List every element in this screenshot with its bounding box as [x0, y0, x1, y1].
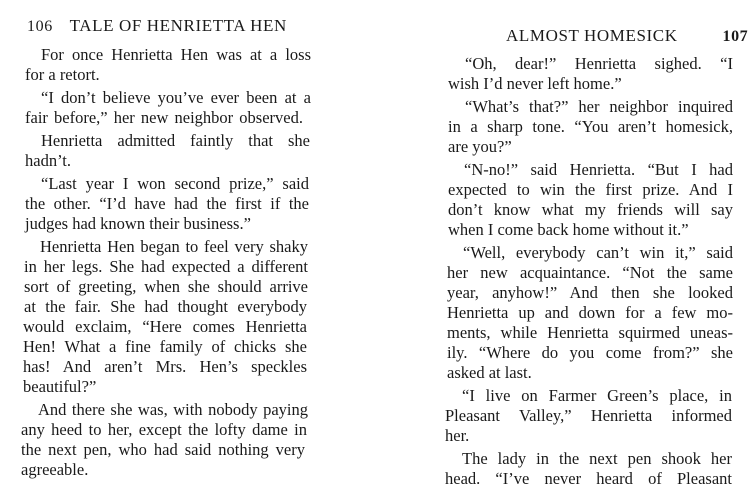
right-page [376, 0, 753, 489]
text-line: the next pen, who had said nothing very [21, 440, 305, 459]
right-page-header [506, 26, 748, 46]
text-line: her. [445, 426, 470, 445]
page-number: 106 [27, 18, 53, 35]
text-line: any heed to her, except the lofty dame in [21, 420, 307, 439]
text-line: Henrietta admitted faintly that she [41, 131, 310, 150]
text-line: Henrietta Hen began to feel very shaky [40, 237, 308, 256]
text-line: don’t know what my friends will say [448, 200, 733, 219]
text-line: “What’s that?” her neighbor inquired [465, 97, 733, 116]
text-line: when I come back home without it.” [448, 220, 689, 239]
text-line: has! And aren’t Mrs. Hen’s speckles [23, 357, 307, 376]
text-line: “Well, everybody can’t win it,” said [463, 243, 733, 262]
text-line: beautiful?” [23, 377, 97, 396]
text-line: fair before,” her new neighbor observed. [25, 108, 303, 127]
text-line: in a sharp tone. “You aren’t homesick, [448, 117, 733, 136]
page-number: 107 [722, 28, 749, 45]
running-head: TALE OF HENRIETTA HEN [69, 16, 287, 35]
left-page-header [27, 16, 287, 36]
text-line: Pleasant Valley,” Henrietta informed [445, 406, 732, 425]
text-line: would exclaim, “Here comes Henrietta [23, 317, 307, 336]
text-line: judges had known their business.” [25, 214, 251, 233]
text-line: sort of greeting, when she should arrive [24, 277, 308, 296]
text-line: “N-no!” said Henrietta. “But I had [464, 160, 733, 179]
text-line: at the fair. She had thought everybody [24, 297, 307, 316]
text-line: hadn’t. [25, 151, 71, 170]
text-line: head. “I’ve never heard of Pleasant [445, 469, 732, 488]
text-line: expected to win the first prize. And I [448, 180, 733, 199]
text-line: For once Henrietta Hen was at a loss [41, 45, 311, 64]
text-line: “I live on Farmer Green’s place, in [462, 386, 732, 405]
text-line: are you?” [448, 137, 512, 156]
text-line: asked at last. [447, 363, 532, 382]
text-line: for a retort. [25, 65, 100, 84]
left-page [0, 0, 376, 489]
text-line: her new acquaintance. “Not the same [447, 263, 733, 282]
text-line: The lady in the next pen shook her [462, 449, 732, 468]
text-line: agreeable. [21, 460, 89, 479]
text-line: year, anyhow!” And then she looked [447, 283, 733, 302]
text-line: Hen! What a fine family of chicks she [23, 337, 307, 356]
text-line: And there she was, with nobody paying [38, 400, 308, 419]
text-line: the other. “I’d have had the first if the [25, 194, 309, 213]
text-line: wish I’d never left home.” [448, 74, 622, 93]
running-head: ALMOST HOMESICK [506, 26, 678, 45]
text-line: ments, while Henrietta squirmed uneas- [447, 323, 733, 342]
text-line: “Oh, dear!” Henrietta sighed. “I [465, 54, 733, 73]
text-line: in her legs. She had expected a different [24, 257, 308, 276]
text-line: “I don’t believe you’ve ever been at a [41, 88, 311, 107]
text-line: “Last year I won second prize,” said [41, 174, 309, 193]
text-line: ily. “Where do you come from?” she [447, 343, 733, 362]
text-line: Henrietta up and down for a few mo- [447, 303, 733, 322]
